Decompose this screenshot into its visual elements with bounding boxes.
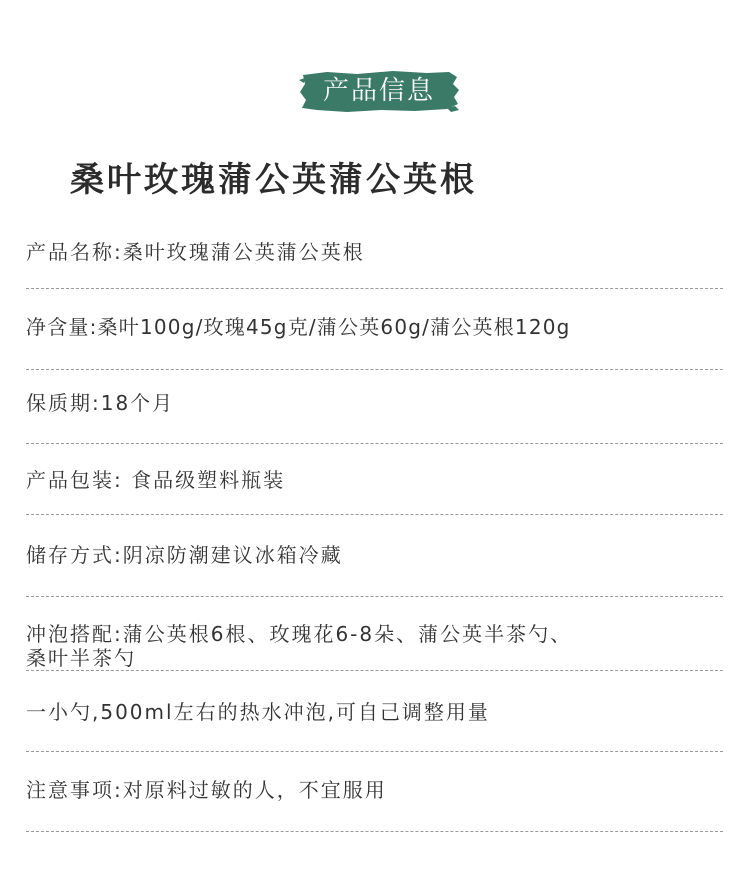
- info-row-net-content: 净含量:桑叶100g/玫瑰45g克/蒲公英60g/蒲公英根120g: [26, 315, 571, 339]
- row-divider: [26, 670, 723, 671]
- product-title: 桑叶玫瑰蒲公英蒲公英根: [70, 160, 477, 200]
- row-divider: [26, 443, 723, 444]
- info-row-packaging: 产品包装: 食品级塑料瓶装: [26, 468, 286, 492]
- info-row-storage: 储存方式:阴凉防潮建议冰箱冷藏: [26, 543, 343, 567]
- info-row-caution: 注意事项:对原料过敏的人，不宜服用: [26, 778, 387, 802]
- row-divider: [26, 596, 723, 597]
- info-row-brewing-line-2: 桑叶半茶勺: [26, 646, 136, 670]
- section-badge: [297, 68, 461, 114]
- row-divider: [26, 288, 723, 289]
- row-divider: [26, 751, 723, 752]
- section-badge-label: 产品信息: [322, 76, 435, 106]
- info-row-usage: 一小勺,500ml左右的热水冲泡,可自己调整用量: [26, 700, 490, 724]
- row-divider: [26, 831, 723, 832]
- info-row-shelf-life: 保质期:18个月: [26, 391, 175, 415]
- row-divider: [26, 514, 723, 515]
- info-row-brewing-line-1: 冲泡搭配:蒲公英根6根、玫瑰花6-8朵、蒲公英半茶勺、: [26, 622, 573, 646]
- info-row-brewing: [26, 622, 726, 670]
- info-row-product-name: 产品名称:桑叶玫瑰蒲公英蒲公英根: [26, 240, 365, 264]
- row-divider: [26, 369, 723, 370]
